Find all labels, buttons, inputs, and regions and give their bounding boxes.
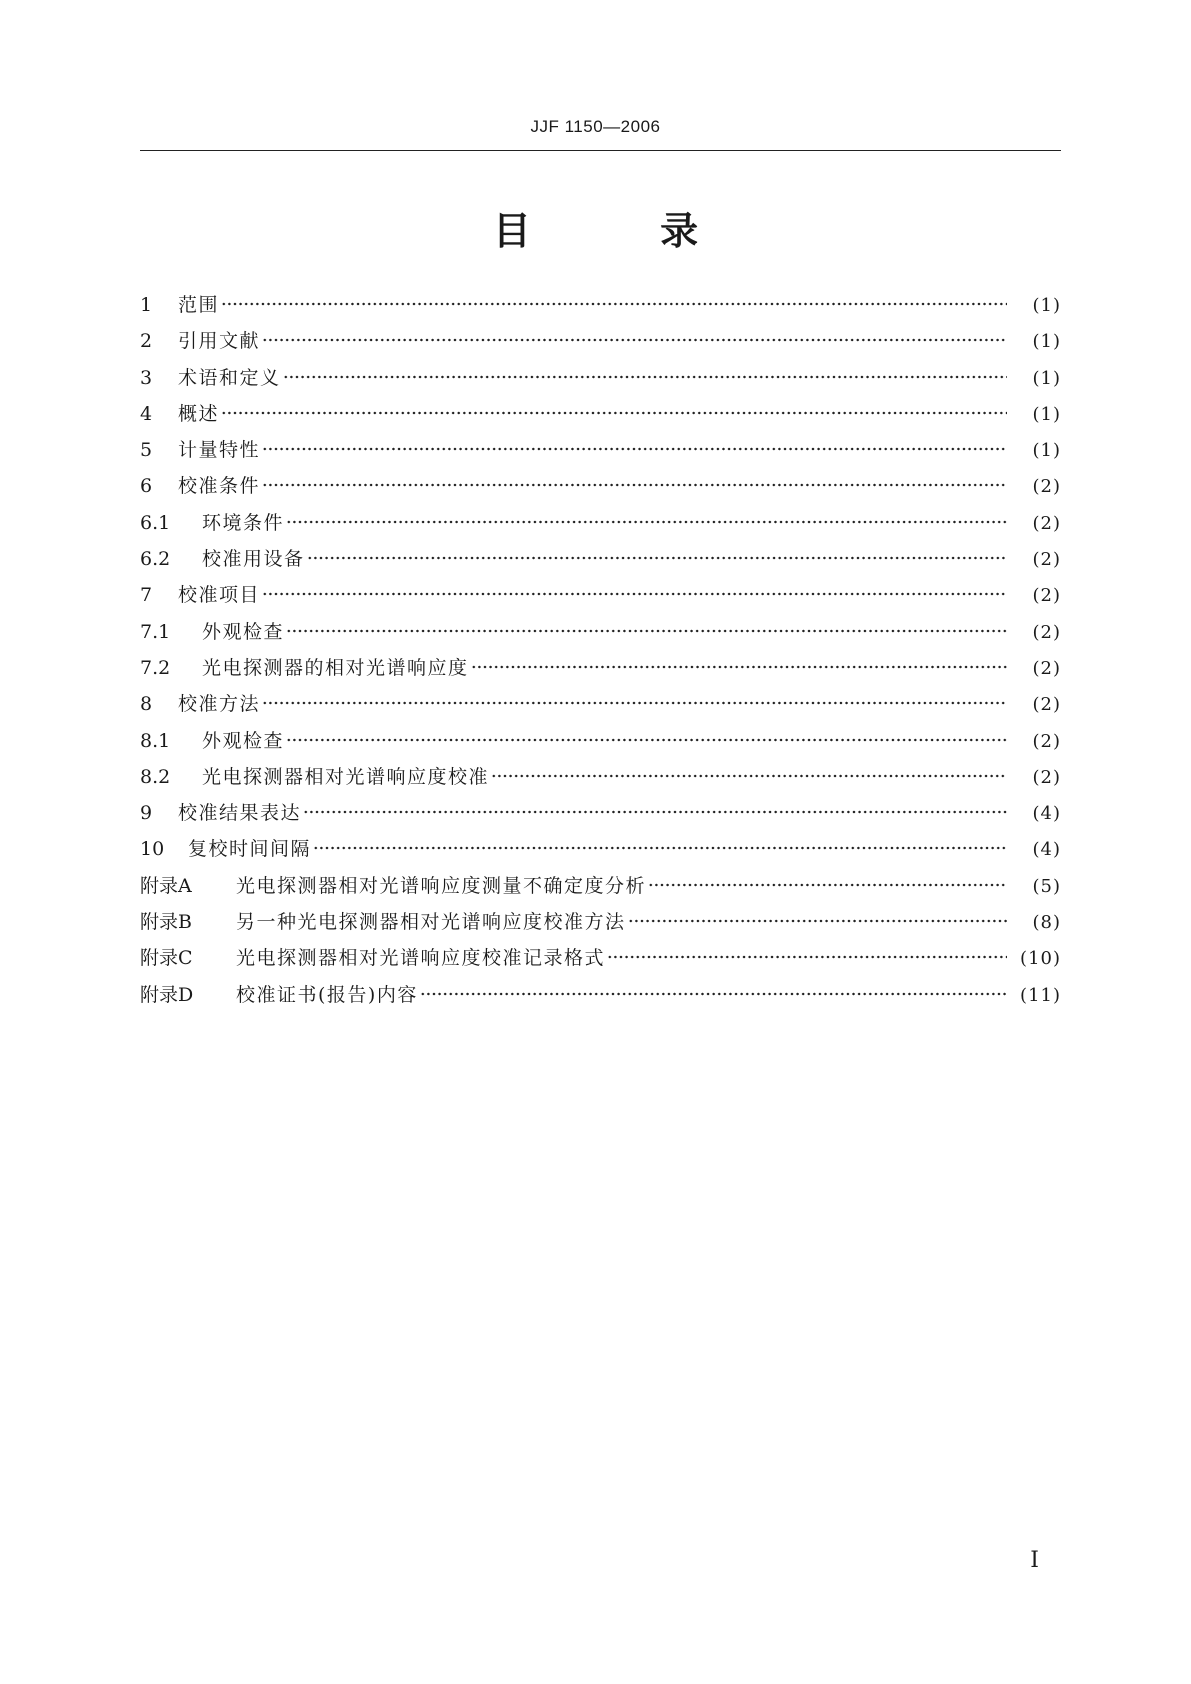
toc-dot-leader (262, 701, 1007, 705)
toc-dot-leader (491, 774, 1007, 778)
toc-dot-leader (420, 992, 1007, 996)
toc-entry-number: 7 (140, 584, 153, 607)
toc-entry-number: 8 (140, 693, 153, 716)
toc-entry-title: 复校时间间隔 (188, 838, 312, 861)
toc-entry-number: 7.1 (140, 620, 171, 643)
toc-entry-title: 光电探测器的相对光谱响应度 (202, 656, 469, 679)
toc-entry-number: 5 (140, 439, 153, 462)
toc-entry[interactable] (140, 653, 1061, 689)
toc-dot-leader (307, 556, 1007, 560)
toc-dot-leader (286, 629, 1007, 633)
toc-dot-leader (283, 375, 1007, 379)
toc-entry-title: 范围 (178, 294, 220, 316)
toc-entry[interactable] (140, 435, 1061, 471)
toc-dot-leader (286, 520, 1007, 524)
toc-entry-title: 校准项目 (178, 584, 261, 607)
toc-entry[interactable] (140, 689, 1061, 725)
toc-entry-number: 10 (140, 838, 165, 861)
toc-entry-page: (5) (1032, 875, 1061, 897)
header-divider (140, 150, 1061, 151)
toc-entry-number: 附录C (140, 947, 193, 970)
toc-entry[interactable] (140, 980, 1061, 1016)
toc-entry-page: (2) (1032, 694, 1061, 716)
toc-entry[interactable] (140, 907, 1061, 943)
toc-entry-number: 6.2 (140, 548, 171, 571)
toc-entry-title: 环境条件 (202, 511, 285, 534)
toc-entry-page: (8) (1032, 912, 1061, 934)
toc-entry[interactable] (140, 508, 1061, 544)
toc-entry-page: (1) (1032, 440, 1061, 462)
toc-entry-title: 术语和定义 (178, 366, 281, 389)
toc-dot-leader (286, 738, 1007, 742)
toc-dot-leader (262, 338, 1007, 342)
toc-entry-number: 6.1 (140, 511, 171, 534)
page-title: 目 录 (492, 209, 757, 253)
toc-entry-page: (2) (1032, 585, 1061, 607)
toc-entry-title: 光电探测器相对光谱响应度测量不确定度分析 (236, 874, 647, 897)
toc-dot-leader (262, 483, 1007, 487)
toc-entry-title: 计量特性 (178, 439, 261, 462)
table-of-contents (140, 290, 1061, 1016)
toc-dot-leader (607, 955, 1007, 959)
toc-entry[interactable] (140, 617, 1061, 653)
toc-entry-number: 附录D (140, 983, 194, 1006)
toc-entry-title: 光电探测器相对光谱响应度校准记录格式 (236, 947, 606, 970)
toc-entry-page: (2) (1032, 621, 1061, 643)
toc-entry-page: (2) (1032, 549, 1061, 571)
toc-entry-title: 另一种光电探测器相对光谱响应度校准方法 (236, 911, 626, 934)
toc-entry[interactable] (140, 762, 1061, 798)
toc-entry-page: (1) (1032, 367, 1061, 389)
toc-dot-leader (221, 411, 1007, 415)
toc-entry-title: 校准方法 (178, 693, 261, 716)
toc-entry[interactable] (140, 363, 1061, 399)
toc-entry-title: 引用文献 (178, 330, 261, 353)
toc-entry[interactable] (140, 871, 1061, 907)
toc-dot-leader (313, 846, 1007, 850)
toc-entry-page: (2) (1032, 512, 1061, 534)
toc-entry[interactable] (140, 943, 1061, 979)
toc-entry-number: 7.2 (140, 656, 171, 679)
toc-entry-title: 外观检查 (202, 729, 285, 752)
toc-entry-page: (4) (1032, 839, 1061, 861)
document-code-header: JJF 1150—2006 (530, 117, 661, 136)
page-number: I (1030, 1548, 1039, 1573)
toc-entry[interactable] (140, 834, 1061, 870)
toc-entry-number: 8.1 (140, 729, 171, 752)
toc-entry-title: 校准用设备 (202, 548, 305, 571)
toc-entry-page: (2) (1032, 657, 1061, 679)
toc-dot-leader (303, 810, 1007, 814)
toc-entry-number: 6 (140, 475, 153, 498)
toc-entry-number: 8.2 (140, 765, 171, 788)
toc-entry-title: 校准条件 (178, 475, 261, 498)
toc-entry-page: (1) (1032, 403, 1061, 425)
toc-dot-leader (262, 592, 1007, 596)
toc-dot-leader (648, 883, 1007, 887)
toc-entry[interactable] (140, 290, 1061, 326)
toc-entry-page: (1) (1032, 331, 1061, 353)
toc-dot-leader (471, 665, 1007, 669)
toc-entry-number: 附录B (140, 911, 192, 934)
toc-entry-page: (2) (1032, 730, 1061, 752)
toc-entry-page: (10) (1020, 948, 1061, 970)
toc-entry-title: 概述 (178, 402, 220, 425)
toc-entry-title: 校准证书(报告)内容 (236, 983, 418, 1006)
toc-dot-leader (221, 302, 1007, 306)
toc-entry-title: 校准结果表达 (178, 802, 302, 825)
toc-entry[interactable] (140, 544, 1061, 580)
toc-entry-page: (1) (1032, 295, 1061, 316)
toc-entry-number: 1 (140, 294, 153, 316)
toc-entry[interactable] (140, 399, 1061, 435)
toc-entry[interactable] (140, 798, 1061, 834)
toc-entry-page: (2) (1032, 476, 1061, 498)
toc-entry[interactable] (140, 326, 1061, 362)
toc-dot-leader (628, 919, 1007, 923)
toc-entry-number: 9 (140, 802, 153, 825)
toc-entry-page: (4) (1032, 803, 1061, 825)
toc-entry-title: 光电探测器相对光谱响应度校准 (202, 765, 490, 788)
toc-entry[interactable] (140, 580, 1061, 616)
toc-entry-number: 2 (140, 330, 153, 353)
toc-entry-number: 附录A (140, 874, 192, 897)
toc-dot-leader (262, 447, 1007, 451)
toc-entry-page: (11) (1020, 984, 1061, 1006)
toc-entry[interactable] (140, 726, 1061, 762)
toc-entry-page: (2) (1032, 766, 1061, 788)
toc-entry-number: 4 (140, 402, 153, 425)
toc-entry-title: 外观检查 (202, 620, 285, 643)
toc-entry-number: 3 (140, 366, 153, 389)
toc-entry[interactable] (140, 471, 1061, 507)
